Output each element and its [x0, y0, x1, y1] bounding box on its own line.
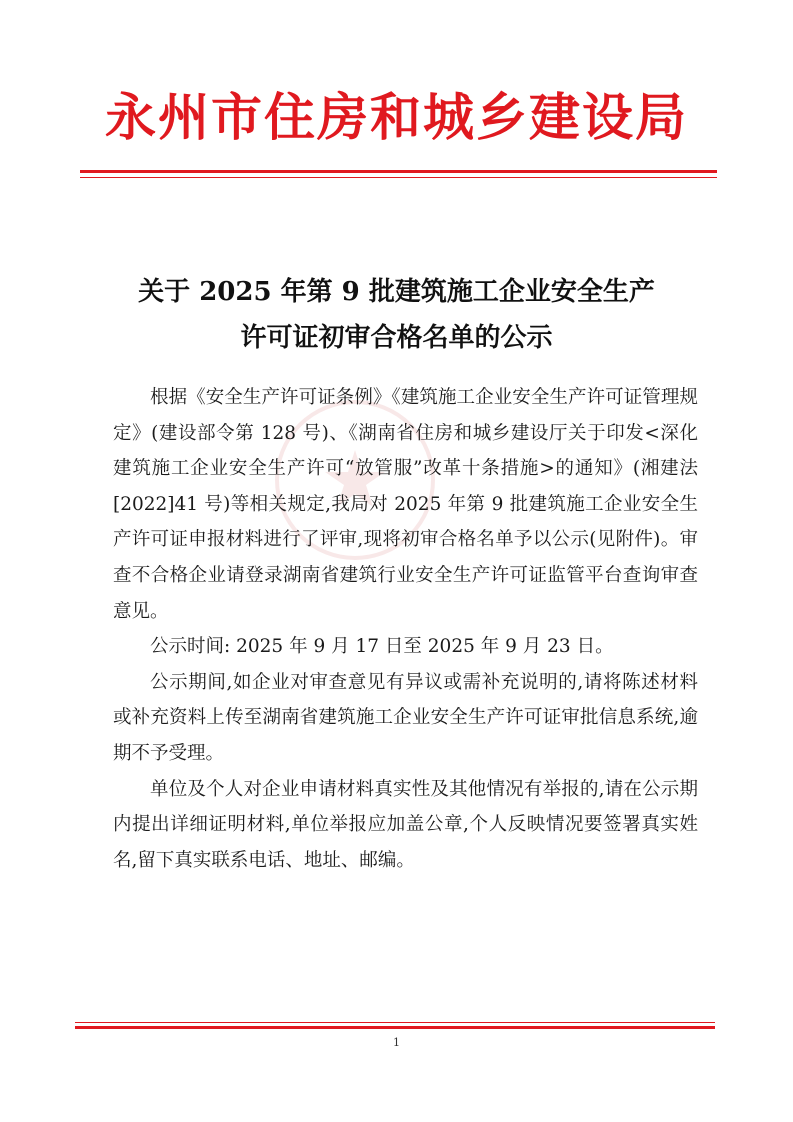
document-header-org-name: 永州市住房和城乡建设局 [104, 88, 688, 148]
body-paragraph-3: 公示期间,如企业对审查意见有异议或需补充说明的,请将陈述材料或补充资料上传至湖南省建筑施工企业安全生产许可证审批信息系统,逾期不予受理。 [113, 671, 698, 764]
footer-red-rule-thick [75, 1026, 715, 1029]
body-paragraph-2: 公示时间: 2025 年 9 月 17 日至 2025 年 9 月 23 日。 [150, 636, 614, 658]
header-red-rule-thick [80, 170, 717, 173]
document-title-line1: 关于 2025 年第 9 批建筑施工企业安全生产 [138, 277, 655, 307]
footer-red-rule-thin [75, 1022, 715, 1023]
body-paragraph-1: 根据《安全生产许可证条例》《建筑施工企业安全生产许可证管理规定》(建设部令第 128 号)、《湖南省住房和城乡建设厅关于印发<深化建筑施工企业安全生产许可“放管服”改革十条措施>的通知》(湘建法[2022]41 号)等相关规定,我局对 2025 年第 9 批建筑施工企业安全生产许可证申报材料进行了评审,现将初审合格名单予以公示(见附件)。审查不合格企业请登录湖南省建筑行业安全生产许可证监管平台查询审查意见。 [113, 387, 698, 622]
page-number: 1 [393, 1036, 400, 1049]
header-red-rule-thin [80, 177, 717, 178]
document-body [113, 380, 698, 878]
body-paragraph-4: 单位及个人对企业申请材料真实性及其他情况有举报的,请在公示期内提出详细证明材料,单位举报应加盖公章,个人反映情况要签署真实姓名,留下真实联系电话、地址、邮编。 [113, 778, 698, 871]
document-title-line2: 许可证初审合格名单的公示 [240, 323, 553, 353]
